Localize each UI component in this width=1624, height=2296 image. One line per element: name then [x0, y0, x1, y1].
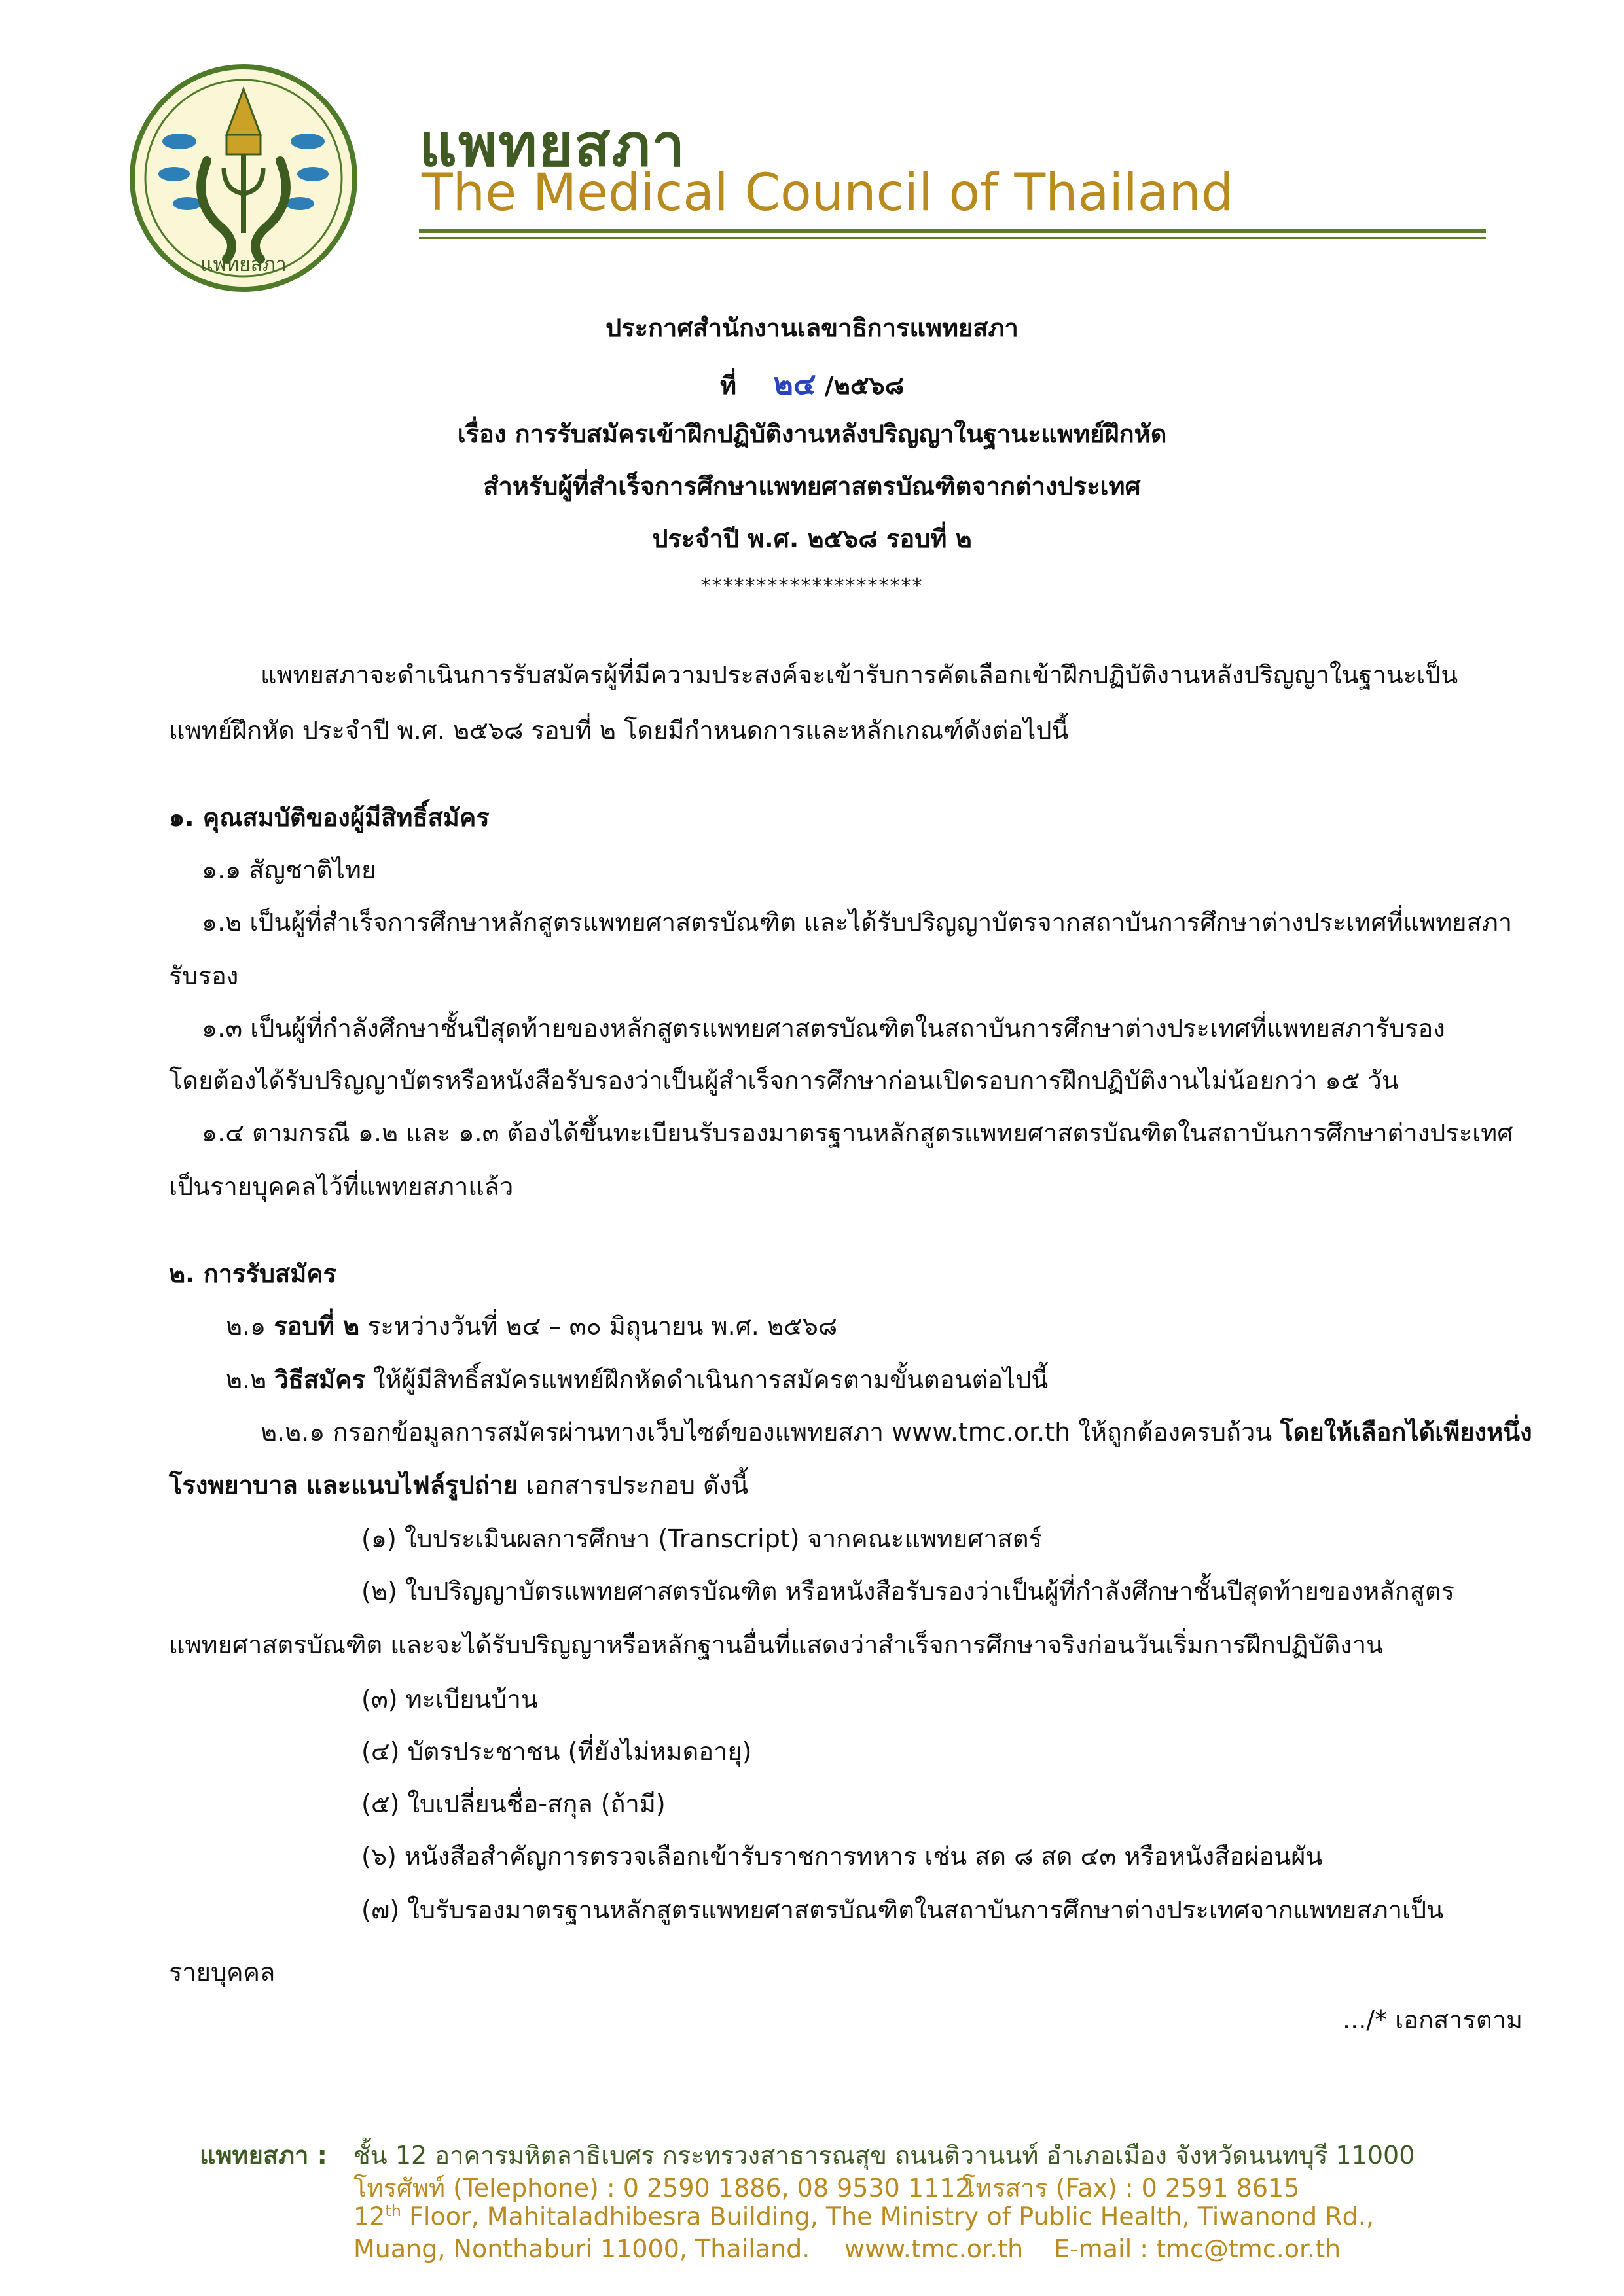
- number-year: /๒๕๖๘: [824, 371, 905, 400]
- step-text: ๒.๒.๑ กรอกข้อมูลการสมัครผ่านทางเว็บไซต์ของแพทยสภา www.tmc.or.th ให้ถูกต้องครบถ้วน: [261, 1418, 1280, 1446]
- item-number: ๒.๒: [226, 1365, 267, 1394]
- step-bold-text: โดยให้เลือกได้เพียงหนึ่ง: [1280, 1418, 1532, 1446]
- document-item-7-cont: รายบุคคล: [169, 1958, 276, 1986]
- number-label: ที่: [719, 371, 737, 400]
- header-rule-thin: [419, 237, 1486, 239]
- section-1-item-2-cont: รับรอง: [169, 961, 239, 990]
- footer-label: แพทยสภา :: [200, 2141, 327, 2170]
- round-dates: ระหว่างวันที่ ๒๔ – ๓๐ มิถุนายน พ.ศ. ๒๕๖๘: [359, 1312, 838, 1340]
- subject-line-2: สำหรับผู้ที่สำเร็จการศึกษาแพทยศาสตรบัณฑิตจากต่างประเทศ: [483, 472, 1141, 501]
- section-1-item-3: ๑.๓ เป็นผู้ที่กำลังศึกษาชั้นปีสุดท้ายของหลักสูตรแพทยศาสตรบัณฑิตในสถาบันการศึกษาต่างประเทศที่แพทยสภารับรอง: [202, 1014, 1445, 1043]
- section-2-item-1: [226, 1306, 837, 1346]
- subject-line-1: เรื่อง การรับสมัครเข้าฝึกปฏิบัติงานหลังปริญญาในฐานะแพทย์ฝึกหัด: [457, 420, 1167, 448]
- seal-icon: [128, 63, 359, 293]
- footer-address-thai: ชั้น 12 อาคารมหิตลาธิเบศร กระทรวงสาธารณสุข ถนนติวานนท์ อำเภอเมือง จังหวัดนนทบุรี 11000: [353, 2141, 1415, 2170]
- separator-stars: ********************: [700, 575, 924, 598]
- footer-address-english-2: Muang, Nonthaburi 11000, Thailand.: [353, 2234, 810, 2263]
- section-2-item-2: [226, 1359, 1048, 1399]
- handwritten-number: ๒๔: [773, 366, 816, 401]
- announcement-title: ประกาศสำนักงานเลขาธิการแพทยสภา: [605, 314, 1019, 342]
- org-name-thai: แพทยสภา: [419, 111, 687, 180]
- section-1-item-2: ๑.๒ เป็นผู้ที่สำเร็จการศึกษาหลักสูตรแพทยศาสตรบัณฑิต และได้รับปริญญาบัตรจากสถาบันการศึกษาต่างประเทศที่แพทยสภา: [202, 908, 1513, 937]
- method-label: วิธีสมัคร: [274, 1365, 365, 1394]
- org-name-english: The Medical Council of Thailand: [422, 164, 1234, 223]
- seal-lettering: แพทยสภา: [200, 253, 287, 276]
- document-item-4: (๔) บัตรประชาชน (ที่ยังไม่หมดอายุ): [361, 1737, 752, 1766]
- section-1-item-4: ๑.๔ ตามกรณี ๑.๒ และ ๑.๓ ต้องได้ขึ้นทะเบียนรับรองมาตรฐานหลักสูตรแพทยศาสตรบัณฑิตในสถาบันการศึกษาต่างประเทศ: [202, 1119, 1513, 1147]
- section-2-heading: ๒. การรับสมัคร: [169, 1259, 337, 1288]
- section-1-item-1: ๑.๑ สัญชาติไทย: [202, 855, 376, 884]
- document-item-2: (๒) ใบปริญญาบัตรแพทยศาสตรบัณฑิต หรือหนังสือรับรองว่าเป็นผู้ที่กำลังศึกษาชั้นปีสุดท้ายของหลักสูตร: [361, 1577, 1454, 1605]
- item-number: ๒.๑: [226, 1312, 266, 1340]
- footer-telephone: โทรศัพท์ (Telephone) : 0 2590 1886, 08 9530 1112: [353, 2174, 971, 2202]
- document-item-2-cont: แพทยศาสตรบัณฑิต และจะได้รับปริญญาหรือหลักฐานอื่นที่แสดงว่าสำเร็จการศึกษาจริงก่อนวันเริ่มการฝึกปฏิบัติงาน: [169, 1630, 1384, 1659]
- floor-suffix: th: [385, 2202, 401, 2220]
- header-rule: [419, 229, 1486, 233]
- round-label: รอบที่ ๒: [274, 1312, 360, 1340]
- floor-number: 12: [353, 2202, 386, 2231]
- step-2-2-1: [261, 1412, 1532, 1452]
- section-1-heading: ๑. คุณสมบัติของผู้มีสิทธิ์สมัคร: [169, 803, 490, 832]
- step-text: เอกสารประกอบ ดังนี้: [518, 1471, 749, 1499]
- section-1-item-4-cont: เป็นรายบุคคลไว้ที่แพทยสภาแล้ว: [169, 1172, 514, 1201]
- footer-address-english-1: [353, 2202, 1374, 2231]
- intro-line-2: แพทย์ฝึกหัด ประจำปี พ.ศ. ๒๕๖๘ รอบที่ ๒ โดยมีกำหนดการและหลักเกณฑ์ดังต่อไปนี้: [169, 716, 1069, 745]
- medical-council-seal-logo: [128, 63, 359, 293]
- intro-line-1: แพทยสภาจะดำเนินการรับสมัครผู้ที่มีความประสงค์จะเข้ารับการคัดเลือกเข้าฝึกปฏิบัติงานหลังปริญญาในฐานะเป็น: [261, 660, 1458, 689]
- document-item-3: (๓) ทะเบียนบ้าน: [361, 1685, 538, 1713]
- footer-fax: โทรสาร (Fax) : 0 2591 8615: [962, 2174, 1300, 2202]
- subject-year-line: ประจำปี พ.ศ. ๒๕๖๘ รอบที่ ๒: [652, 524, 972, 553]
- step-2-2-1-cont: [169, 1465, 748, 1505]
- footer-website-link[interactable]: www.tmc.or.th: [844, 2234, 1024, 2263]
- document-item-5: (๕) ใบเปลี่ยนชื่อ-สกุล (ถ้ามี): [361, 1789, 666, 1818]
- method-text: ให้ผู้มีสิทธิ์สมัครแพทย์ฝึกหัดดำเนินการสมัครตามขั้นตอนต่อไปนี้: [365, 1365, 1049, 1394]
- continuation-marker: .../* เอกสารตาม: [1343, 2005, 1523, 2034]
- document-item-6: (๖) หนังสือสำคัญการตรวจเลือกเข้ารับราชการทหาร เช่น สด ๘ สด ๔๓ หรือหนังสือผ่อนผัน: [361, 1842, 1323, 1871]
- announcement-number: [0, 360, 1624, 408]
- step-bold-text: โรงพยาบาล และแนบไฟล์รูปถ่าย: [169, 1471, 518, 1499]
- document-item-1: (๑) ใบประเมินผลการศึกษา (Transcript) จากคณะแพทยศาสตร์: [361, 1524, 1042, 1553]
- section-1-item-3-cont: โดยต้องได้รับปริญญาบัตรหรือหนังสือรับรองว่าเป็นผู้สำเร็จการศึกษาก่อนเปิดรอบการฝึกปฏิบัติงานไม่น้อยกว่า ๑๕ วัน: [169, 1066, 1399, 1095]
- building-address: Floor, Mahitaladhibesra Building, The Ministry of Public Health, Tiwanond Rd.,: [401, 2202, 1374, 2231]
- footer-email[interactable]: E-mail : tmc@tmc.or.th: [1054, 2234, 1341, 2263]
- document-item-7: (๗) ใบรับรองมาตรฐานหลักสูตรแพทยศาสตรบัณฑิตในสถาบันการศึกษาต่างประเทศจากแพทยสภาเป็น: [361, 1895, 1444, 1924]
